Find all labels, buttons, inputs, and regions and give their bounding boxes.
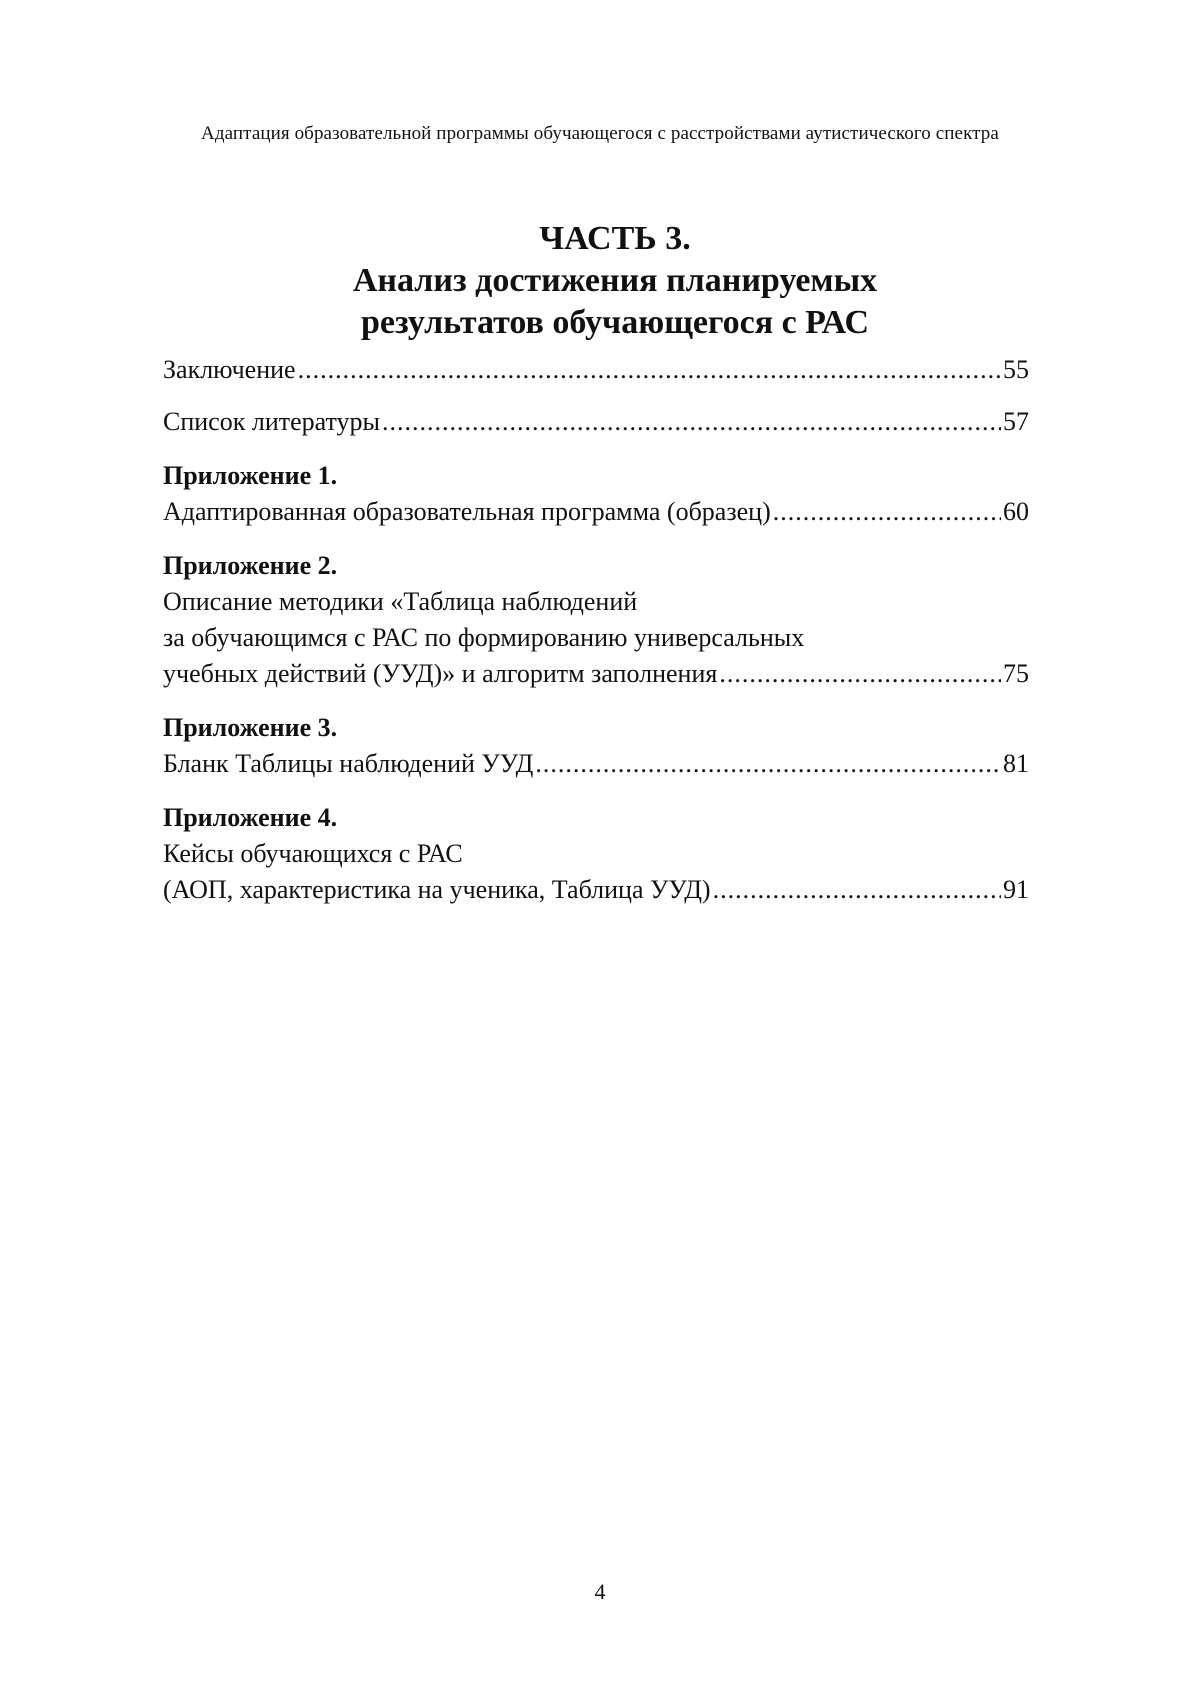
toc-entry-line (163, 404, 1029, 440)
toc-entry-title: Адаптированная образовательная программа (образец) (163, 497, 771, 526)
dot-leader (535, 746, 1001, 782)
toc-entry-title: Список литературы (163, 407, 380, 436)
toc-page-number: 91 (1003, 875, 1029, 904)
page-number: 4 (594, 1579, 606, 1604)
appendix-heading: Приложение 2. (163, 551, 338, 580)
dot-leader (773, 494, 1001, 530)
toc-entry-text-line: Кейсы обучающихся с РАС (163, 839, 463, 868)
toc-entry-line (163, 872, 1029, 908)
appendix-heading: Приложение 1. (163, 461, 338, 490)
toc-entry-appendix-3[interactable] (163, 710, 1029, 782)
toc-entry-title: Бланк Таблицы наблюдений УУД (163, 749, 534, 778)
dot-leader (298, 352, 1001, 388)
dot-leader (713, 872, 1001, 908)
toc-entry-appendix-1[interactable] (163, 458, 1029, 530)
toc-entry-line (163, 494, 1029, 530)
toc-entry-line (163, 746, 1029, 782)
table-of-contents (163, 352, 1029, 926)
toc-entry-line (163, 656, 1029, 692)
part-number: ЧАСТЬ 3. (539, 220, 691, 257)
toc-entry-title: Заключение (163, 355, 296, 384)
toc-entry-line (163, 352, 1029, 388)
appendix-heading: Приложение 4. (163, 803, 338, 832)
toc-page-number: 81 (1003, 749, 1029, 778)
toc-page-number: 55 (1003, 355, 1029, 384)
toc-entry-conclusion[interactable] (163, 352, 1029, 388)
running-header: Адаптация образовательной программы обучающегося с расстройствами аутистического спектра (201, 123, 999, 144)
part-title-line-3: результатов обучающегося с РАС (360, 304, 870, 341)
toc-entry-text-line: Описание методики «Таблица наблюдений (163, 587, 638, 616)
dot-leader (382, 404, 1001, 440)
toc-page-number: 60 (1003, 497, 1029, 526)
toc-entry-text-line: за обучающимся с РАС по формированию универсальных (163, 623, 805, 652)
toc-entry-references[interactable] (163, 404, 1029, 440)
part-title-line-2: Анализ достижения планируемых (352, 262, 878, 299)
toc-page-number: 57 (1003, 407, 1029, 436)
toc-entry-appendix-4[interactable] (163, 800, 1029, 908)
appendix-heading: Приложение 3. (163, 713, 338, 742)
toc-entry-title: учебных действий (УУД)» и алгоритм заполнения (163, 659, 718, 688)
toc-page-number: 75 (1003, 659, 1029, 688)
dot-leader (719, 656, 1001, 692)
toc-entry-title: (АОП, характеристика на ученика, Таблица УУД) (163, 875, 711, 904)
part-title (300, 218, 930, 344)
toc-entry-appendix-2[interactable] (163, 548, 1029, 692)
